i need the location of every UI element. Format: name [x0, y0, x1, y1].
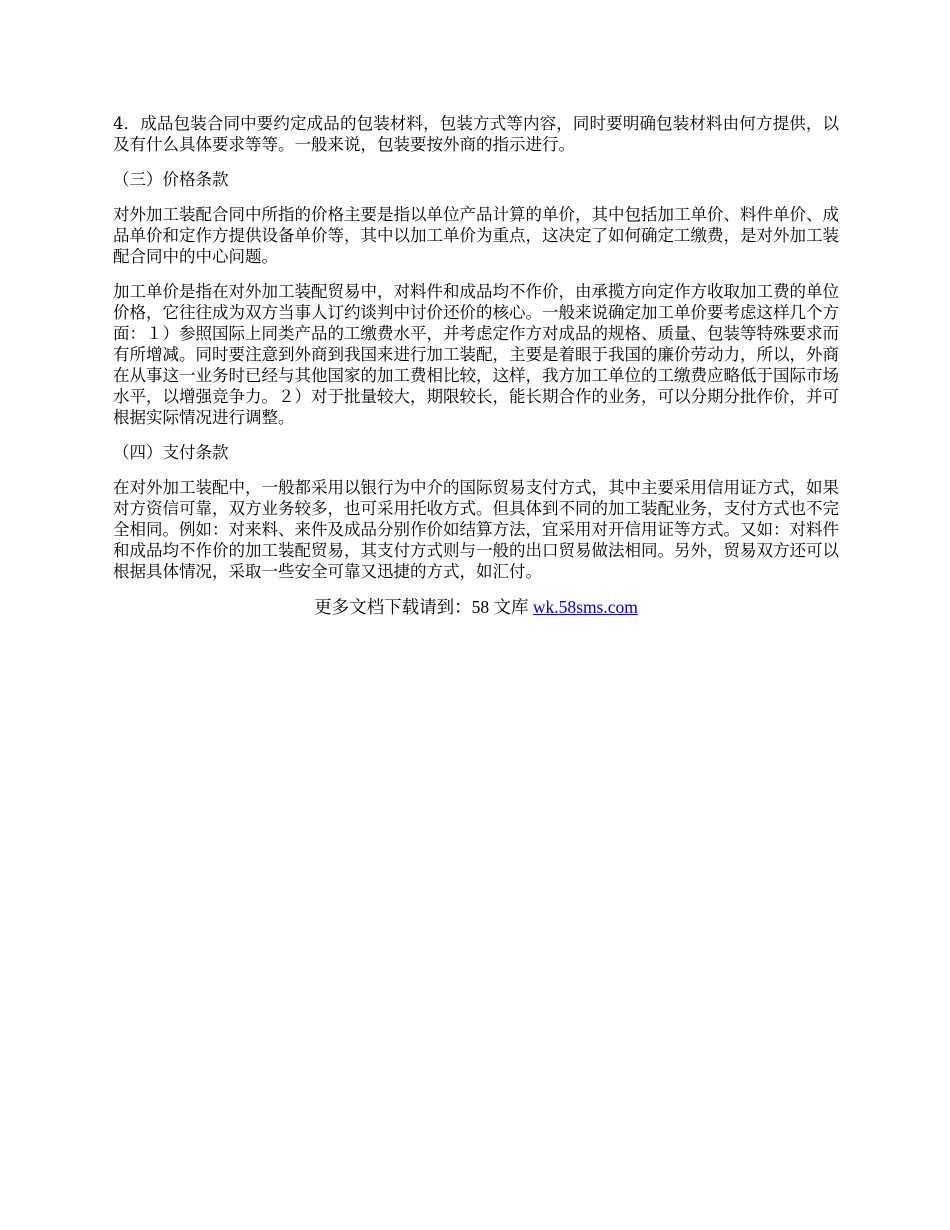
footer-prefix: 更多文档下载请到：58 文库 [314, 597, 533, 617]
footer-download-note [113, 596, 839, 618]
section-heading-payment-terms: （四）支付条款 [113, 443, 229, 462]
paragraph-packaging: 4．成品包装合同中要约定成品的包装材料，包装方式等内容，同时要明确包装材料由何方提供，以及有什么具体要求等等。一般来说，包装要按外商的指示进行。 [113, 114, 839, 154]
document-page [113, 113, 839, 618]
section-heading-price-terms: （三）价格条款 [113, 170, 229, 189]
paragraph-payment-methods: 在对外加工装配中，一般都采用以银行为中介的国际贸易支付方式，其中主要采用信用证方式，如果对方资信可靠，双方业务较多，也可采用托收方式。但具体到不同的加工装配业务，支付方式也不完全相同。例如：对来料、来件及成品分别作价如结算方法，宜采用对开信用证等方式。又如：对料件和成品均不作价的加工装配贸易，其支付方式则与一般的出口贸易做法相同。另外，贸易双方还可以根据具体情况，采取一些安全可靠又迅捷的方式，如汇付。 [113, 478, 839, 581]
paragraph-processing-unit-price: 加工单价是指在对外加工装配贸易中，对料件和成品均不作价，由承揽方向定作方收取加工费的单位价格，它往往成为双方当事人订约谈判中讨价还价的核心。一般来说确定加工单价要考虑这样几个方面：１）参照国际上同类产品的工缴费水平，并考虑定作方对成品的规格、质量、包装等特殊要求而有所增减。同时要注意到外商到我国来进行加工装配，主要是着眼于我国的廉价劳动力，所以，外商在从事这一业务时已经与其他国家的加工费相比较，这样，我方加工单位的工缴费应略低于国际市场水平，以增强竞争力。２）对于批量较大，期限较长，能长期合作的业务，可以分期分批作价，并可根据实际情况进行调整。 [113, 282, 839, 427]
paragraph-price-definition: 对外加工装配合同中所指的价格主要是指以单位产品计算的单价，其中包括加工单价、料件单价、成品单价和定作方提供设备单价等，其中以加工单价为重点，这决定了如何确定工缴费，是对外加工装配合同中的中心问题。 [113, 205, 839, 266]
footer-link[interactable]: wk.58sms.com [532, 597, 638, 617]
